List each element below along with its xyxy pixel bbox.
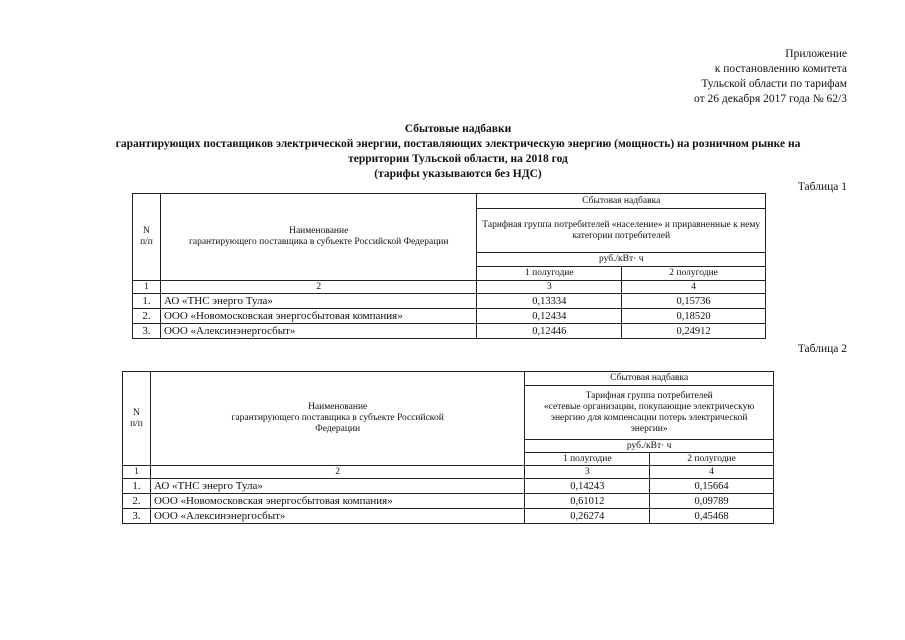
- table-row: [123, 509, 774, 524]
- value-half-2: 0,18520: [622, 309, 766, 324]
- col-number: 3: [477, 281, 622, 294]
- table-1-label: Таблица 1: [797, 181, 847, 193]
- appendix-line-1: Приложение: [785, 48, 847, 60]
- value-half-2: 0,24912: [622, 324, 766, 339]
- col-header-unit: руб./кВт· ч: [525, 440, 774, 453]
- col-number: 1: [123, 466, 151, 479]
- supplier-name: АО «ТНС энерго Тула»: [160, 294, 476, 309]
- value-half-2: 0,15664: [650, 479, 774, 494]
- col-header-markup: Сбытовая надбавка: [477, 194, 766, 209]
- row-number: 3.: [123, 509, 151, 524]
- appendix-block: [694, 47, 847, 107]
- col-number: 2: [160, 281, 476, 294]
- row-number: 2.: [133, 309, 161, 324]
- col-number: 1: [133, 281, 161, 294]
- appendix-line-2: к постановлению комитета: [714, 63, 847, 75]
- value-half-1: 0,26274: [525, 509, 650, 524]
- supplier-name: ООО «Новомосковская энергосбытовая компания»: [150, 494, 524, 509]
- row-number: 3.: [133, 324, 161, 339]
- appendix-line-4: от 26 декабря 2017 года № 62/3: [694, 93, 847, 105]
- col-number: 4: [622, 281, 766, 294]
- row-number: 2.: [123, 494, 151, 509]
- value-half-1: 0,12434: [477, 309, 622, 324]
- col-header-name: Наименование гарантирующего поставщика в субъекте Российской Федерации: [160, 194, 476, 281]
- supplier-name: ООО «Алексинэнергосбыт»: [150, 509, 524, 524]
- value-half-1: 0,61012: [525, 494, 650, 509]
- col-header-half-2: 2 полугодие: [622, 267, 766, 281]
- col-header-unit: руб./кВт· ч: [477, 253, 766, 267]
- value-half-2: 0,15736: [622, 294, 766, 309]
- col-number: 3: [525, 466, 650, 479]
- supplier-name: ООО «Новомосковская энергосбытовая компания»: [160, 309, 476, 324]
- col-header-n: N п/п: [123, 372, 151, 466]
- value-half-1: 0,14243: [525, 479, 650, 494]
- value-half-2: 0,09789: [650, 494, 774, 509]
- document-heading: [40, 122, 876, 182]
- heading-line-1: Сбытовые надбавки: [404, 123, 512, 135]
- heading-line-2: гарантирующих поставщиков электрической энергии, поставляющих электрическую энергию (мощность) на розничном рынке на: [115, 138, 801, 150]
- value-half-1: 0,12446: [477, 324, 622, 339]
- table-row: [133, 309, 766, 324]
- heading-line-3: территории Тульской области, на 2018 год: [348, 153, 568, 165]
- col-header-half-2: 2 полугодие: [650, 453, 774, 466]
- col-number: 2: [150, 466, 524, 479]
- col-header-half-1: 1 полугодие: [477, 267, 622, 281]
- col-header-name: Наименование гарантирующего поставщика в субъекте Российской Федерации: [150, 372, 524, 466]
- col-header-group: Тарифная группа потребителей «сетевые организации, покупающие электрическую энергию для компенсации потерь электрической энергии»: [525, 386, 774, 440]
- col-header-half-1: 1 полугодие: [525, 453, 650, 466]
- col-header-group: Тарифная группа потребителей «население» и приравненные к нему категории потребителей: [477, 209, 766, 253]
- table-row: [133, 294, 766, 309]
- appendix-line-3: Тульской области по тарифам: [701, 78, 847, 90]
- supplier-name: ООО «Алексинэнергосбыт»: [160, 324, 476, 339]
- supplier-name: АО «ТНС энерго Тула»: [150, 479, 524, 494]
- row-number: 1.: [123, 479, 151, 494]
- col-header-n: N п/п: [133, 194, 161, 281]
- table-2: [122, 371, 774, 524]
- table-row: [123, 494, 774, 509]
- value-half-1: 0,13334: [477, 294, 622, 309]
- table-2-label: Таблица 2: [797, 343, 847, 355]
- row-number: 1.: [133, 294, 161, 309]
- table-row: [123, 479, 774, 494]
- col-header-markup: Сбытовая надбавка: [525, 372, 774, 386]
- table-row: [133, 324, 766, 339]
- value-half-2: 0,45468: [650, 509, 774, 524]
- table-1: [132, 193, 766, 339]
- col-number: 4: [650, 466, 774, 479]
- heading-line-4: (тарифы указываются без НДС): [374, 168, 542, 180]
